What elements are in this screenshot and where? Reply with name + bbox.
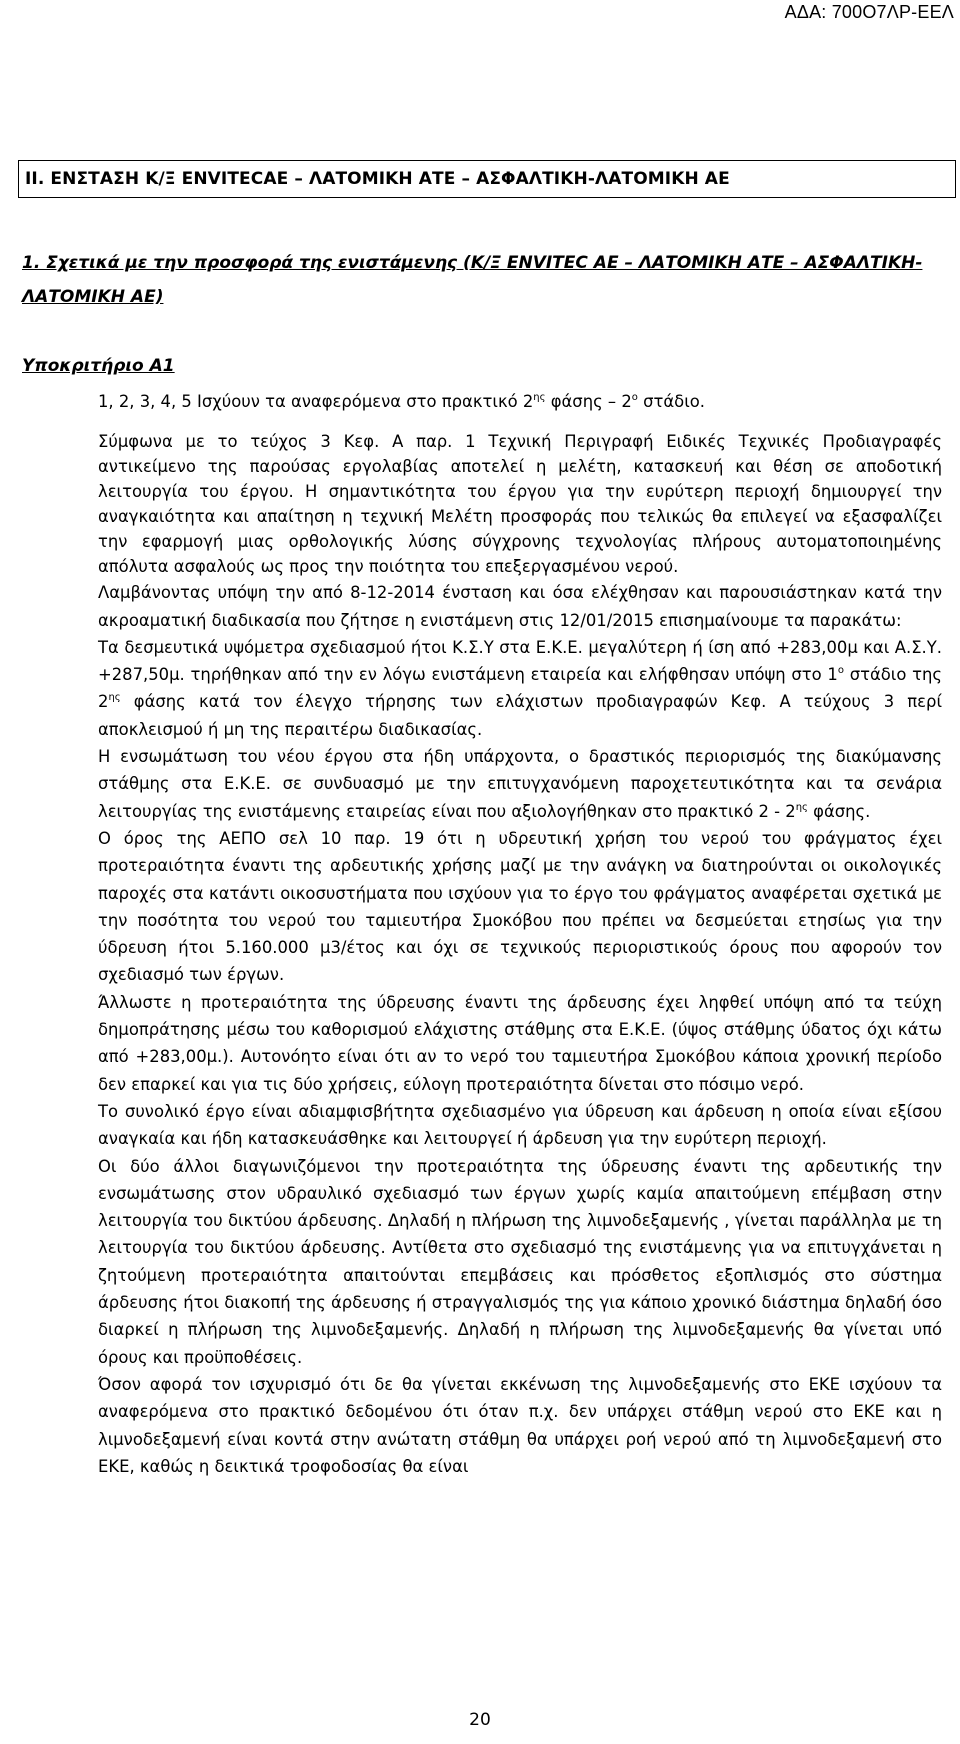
page-number: 20 — [469, 1710, 491, 1730]
paragraph-5: Ο όρος της ΑΕΠΟ σελ 10 παρ. 19 ότι η υδρευτική χρήση του νερού του φράγματος έχει προτεραιότητα έναντι της αρδευτικής χρήσης μαζί με την ανάγκη να διατηρούνται οι οικολογικές παροχές στα κατάντι οικοσυστήματα που ισχύουν για το έργο του φράγματος αναφέρεται σχετικά με την ποσότητα του νερού του ταμιευτήρα Σμοκόβου που πρέπει να δεσμεύεται ετησίως για την ύδρευση ήτοι 5.160.000 μ3/έτος και όχι σε τεχνικούς περιοριστικούς όρους που αφορούν τον σχεδιασμό των έργων. — [98, 828, 942, 985]
subsection-title: 1. Σχετικά με την προσφορά της ενιστάμενης (Κ/Ξ ENVITEC AE – ΛΑΤΟΜΙΚΗ ΑΤΕ – ΑΣΦΑΛΤΙΚΗ-ΛΑΤΟΜΙΚΗ ΑΕ) — [22, 253, 923, 307]
paragraph-7: Το συνολικό έργο είναι αδιαμφισβήτητα σχεδιασμένο για ύδρευση και άρδευση η οποία είναι εξίσου αναγκαία και ήδη κατασκευάσθηκε και λειτουργεί ή άρδευση για την ευρύτερη περιοχή. — [98, 1101, 942, 1149]
paragraph-2: Λαμβάνοντας υπόψη την από 8-12-2014 ένσταση και όσα ελέχθησαν και παρουσιάστηκαν κατά την ακροαματική διαδικασία που ζήτησε η ενιστάμενη στις 12/01/2015 επισημαίνουμε τα παρακάτω: — [98, 583, 942, 630]
paragraph-8: Οι δύο άλλοι διαγωνιζόμενοι την προτεραιότητα της ύδρευσης έναντι της αρδευτικής την ενσωμάτωσης στον υδραυλικό σχεδιασμό των έργων χωρίς καμία απαιτούμενη επέμβαση στην λειτουργία του δικτύου άρδευσης. Δηλαδή η πλήρωση της λιμνοδεξαμενής , γίνεται παράλληλα με τη λειτουργία του δικτύου άρδευσης. Αντίθετα στο σχεδιασμό της ενιστάμενης για να επιτυγχάνεται η ζητούμενη προτεραιότητα απαιτούνται επεμβάσεις και πρόσθετος εξοπλισμός στο σύστημα άρδευσης ήτοι διακοπή της άρδευσης ή στραγγαλισμός της για κάποιο χρονικό διάστημα δηλαδή όσο διαρκεί η πλήρωση της λιμνοδεξαμενής. Δηλαδή η πλήρωση της λιμνοδεξαμενής θα γίνεται υπό όρους και προϋποθέσεις. — [98, 1156, 942, 1367]
document-body — [98, 388, 942, 1480]
paragraph-9: Όσον αφορά τον ισχυρισμό ότι δε θα γίνεται εκκένωση της λιμνοδεξαμενής στο ΕΚΕ ισχύουν τα αναφερόμενα στο πρακτικό δεδομένου ότι όταν π.χ. δεν υπάρχει στάθμη νερού στο ΕΚΕ και η λιμνοδεξαμενή είναι κοντά στην ανώτατη στάθμη θα υπάρχει ροή νερού από τη λιμνοδεξαμενή στο ΕΚΕ, καθώς η δεικτικά τροφοδοσίας θα είναι — [98, 1374, 942, 1476]
paragraph-4: Η ενσωμάτωση του νέου έργου στα ήδη υπάρχοντα, ο δραστικός περιορισμός της διακύμανσης στάθμης στα Ε.Κ.Ε. σε συνδυασμό με την επιτυγχανόμενη παροχετευτικότητα και τα σενάρια λειτουργίας της ενιστάμενης εταιρείας είναι που αξιολογήθηκαν στο πρακτικό $2 - 2^{\eta\varsigma}$ φάσης. — [98, 747, 942, 821]
paragraph-6: Άλλωστε η προτεραιότητα της ύδρευσης έναντι της άρδευσης έχει ληφθεί υπόψη από τα τεύχη δημοπράτησης μέσω του καθορισμού ελάχιστης στάθμης στα Ε.Κ.Ε. (ύψος στάθμης ύδατος όχι κάτω από +283,00μ.). Αυτονόητο είναι ότι αν το νερό του ταμιευτήρα Σμοκόβου κάποια χρονική περίοδο δεν επαρκεί και για τις δύο χρήσεις, εύλογη προτεραιότητα δίνεται στο πόσιμο νερό. — [98, 992, 942, 1094]
paragraph-line1: 1, 2, 3, 4, 5 Ισχύουν τα αναφερόμενα στο πρακτικό $2^{\eta\varsigma}$ φάσης – $2^o$ στάδιο. — [98, 392, 705, 411]
paragraph-1: Σύμφωνα με το τεύχος 3 Κεφ. Α παρ. 1 Τεχνική Περιγραφή Ειδικές Τεχνικές Προδιαγραφές αντικείμενο της παρούσας εργολαβίας αποτελεί η μελέτη, κατασκευή και θέση σε αποδοτική λειτουργία του έργου. Η σημαντικότητα του έργου για την ευρύτερη περιοχή δημιουργεί την αναγκαιότητα και απαίτηση η τεχνική Μελέτη προσφοράς που τελικώς θα επιλεγεί να εξασφαλίζει την εφαρμογή μιας ορθολογικής λύσης σύγχρονης τεχνολογίας πλήρους αυτοματοποιημένης απόλυτα ασφαλούς ως προς την ποιότητα του επεξεργασμένου νερού. — [98, 432, 942, 577]
ada-code: ΑΔΑ: 700Ο7ΛΡ-ΕΕΛ — [784, 2, 954, 22]
criterion-label: Υποκριτήριο Α1 — [22, 356, 175, 376]
section-title: ΙΙ. ΕΝΣΤΑΣΗ Κ/Ξ ENVITECAE – ΛΑΤΟΜΙΚΗ ΑΤΕ – ΑΣΦΑΛΤΙΚΗ-ΛΑΤΟΜΙΚΗ ΑΕ — [25, 169, 730, 189]
paragraph-3: Τα δεσμευτικά υψόμετρα σχεδιασμού ήτοι Κ.Σ.Υ στα Ε.Κ.Ε. μεγαλύτερη ή ίση από +283,00μ και Α.Σ.Υ. +287,50μ. τηρήθηκαν από την εν λόγω ενιστάμενη εταιρεία και ελήφθησαν υπόψη στο $1^o$ στάδιο της $2^{\eta\varsigma}$ φάσης κατά τον έλεγχο τήρησης των ελάχιστων προδιαγραφών Κεφ. Α τεύχους 3 περί αποκλεισμού ή μη της περαιτέρω διαδικασίας. — [98, 637, 942, 739]
section-heading-box — [18, 160, 956, 198]
